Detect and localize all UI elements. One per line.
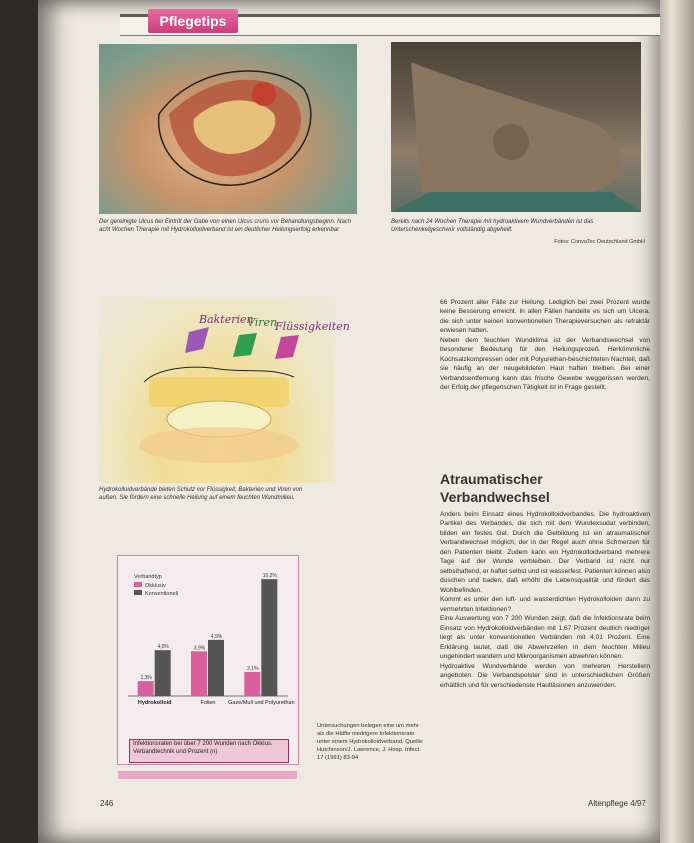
article-text-upper: 66 Prozent aller Fälle zur Heilung. Lediglich bei zwei Prozent wurde keine Besserung erreicht. In allen Fällen handelte es sich um Ulcera, die sich unter keinen konventionellen Therapieversuchen als refraktär erwiesen hatten. Neben dem feuchten Wundklima ist der Verbandswechsel von besonderer Bedeutung für den Heilungsprozeß. Herkömmliche Kochsalzkompressen oder mit Polyurethan-beschichteten Nachteil, daß sie häufig an der neugebildeten Haut haften bleiben. Bei einer Verbandsentfernung kann das frische Gewebe weggerissen werden, der Erfolg der pflegerischen Tätigkeit ist in Frage gestellt. [440,299,650,392]
photo-credit: Fotos: ConvaTec Deutschland GmbH [554,239,645,245]
bar-label-1-1: 4,9% [210,633,223,640]
bar-label-1-2: 10,2% [262,573,277,580]
dressing-illustration [99,297,350,483]
legend-swatch-1 [134,590,142,595]
caption-photo2: Bereits nach 24 Wochen Therapie mit hydroaktivem Wundverbänden ist das Unterschenkelgeschwür vollständig abgeheilt. [391,219,594,234]
wound-photo-healed [391,42,641,212]
journal-footer: Altenpflege 4/97 [588,799,646,808]
infection-rate-chart [117,555,299,765]
bar-label-0-2: 2,1% [247,665,259,672]
category-label-2: Gaze/Mull und Polyurethan [228,700,295,706]
category-label-1: Folien [200,700,216,706]
caption-drawing: Hydrokolloidverbände bieten Schutz vor Flüssigkeit, Bakterien und Viren von außen. Sie fördern eine schnelle Heilung auf einem feuchten Wundmilieu. [99,487,303,502]
bar-1-2 [261,579,277,696]
legend-label-0: Okklusiv [145,583,166,589]
article-text-lower: Anders beim Einsatz eines Hydrokolloidverbandes. Die hydroaktiven Partikel des Verbandes, die sich mit dem Wundexsudat verbinden, bilden ein festes Gel. Durch die Gelbildung ist ein atraumatischer Verbandwechsel möglich, der in der Regel auch ohne Schmerzen für den Patienten bleibt. Zudem kann ein Hydrokolloidverband mehrere Tage auf der Wunde verbleiben. Der Verband ist nicht nur selbsthaftend, er haftet selbst und ist wasserfest. Patienten können also duschen und baden, daß erhöht die Lebensqualität und fördert das Wohlbefinden. Kommt es unter den luft- und wasserdichten Hydrokolloiden dann zu vermehrten Infektionen? Eine Auswertung von 7 200 Wunden zeigt, daß die Infektionsrate beim Einsatz von Hydrokolloidverbänden mit 1,67 Prozent deutlich niedriger liegt als unter konventionellen Verbänden mit 4,01 Prozent. Eine Erklärung lautet, daß die Abwehrzellen in dem feuchten Milieu ungehindert wandern und Mikroorganismen abwehren können. Hydroaktive Wundverbände werden von mehreren Herstellern angeboten. Die Verbandspolster sind in unterschiedlichen Größen erhältlich und für verschiedenste Hautläsionen anzuwenden. [440,511,650,689]
section-tab: Pflegetips [148,9,238,33]
legend-title: Verbandtyp [134,574,162,580]
drawing-label-viren: Viren [247,316,278,329]
drawing-label-bakterien: Bakterien [199,313,254,326]
page-number: 246 [100,799,114,808]
drawing-label-fluessigkeiten: Flüssigkeiten [275,320,350,333]
section-heading: Atraumatischer Verbandwechsel [440,471,550,506]
bar-0-0 [138,681,154,696]
bar-0-1 [191,651,207,696]
category-label-0: Hydrokolloid [137,700,172,706]
legend-label-1: Konventionell [145,591,179,597]
bar-label-1-0: 4,0% [157,644,169,651]
wound-photo-before [99,44,357,214]
caption-photo1: Der gereinigte Ulcus bei Eintritt der Gabe von einen Ulcus cruris vor Behandlungsbeginn. Nach acht Wochen Therapie mit Hydrokolloidverband ist ein deutlicher Heilungserfolg erkennbar [99,219,352,234]
legend-swatch-0 [134,582,142,587]
chart-source-bar [118,771,297,779]
bar-label-0-1: 3,9% [193,645,206,652]
bar-1-0 [155,650,171,696]
book-edge [660,0,694,843]
bar-1-1 [208,640,224,696]
side-note: Untersuchungen belegen eine um mehr als die Hälfte niedrigere Infektionsrate unter einem Hydrokolloidverband. Quelle: Hutchinson/J. Lawrence, J. Hosp. Infect. 17 (1991) 83-94 [317,723,424,762]
chart-info-box: Infektionsraten bei über 7 200 Wunden nach Okklus. Verbandtechnik und Prozent (n) [129,739,289,763]
bar-0-2 [244,672,260,696]
bar-label-0-0: 1,3% [140,675,152,682]
